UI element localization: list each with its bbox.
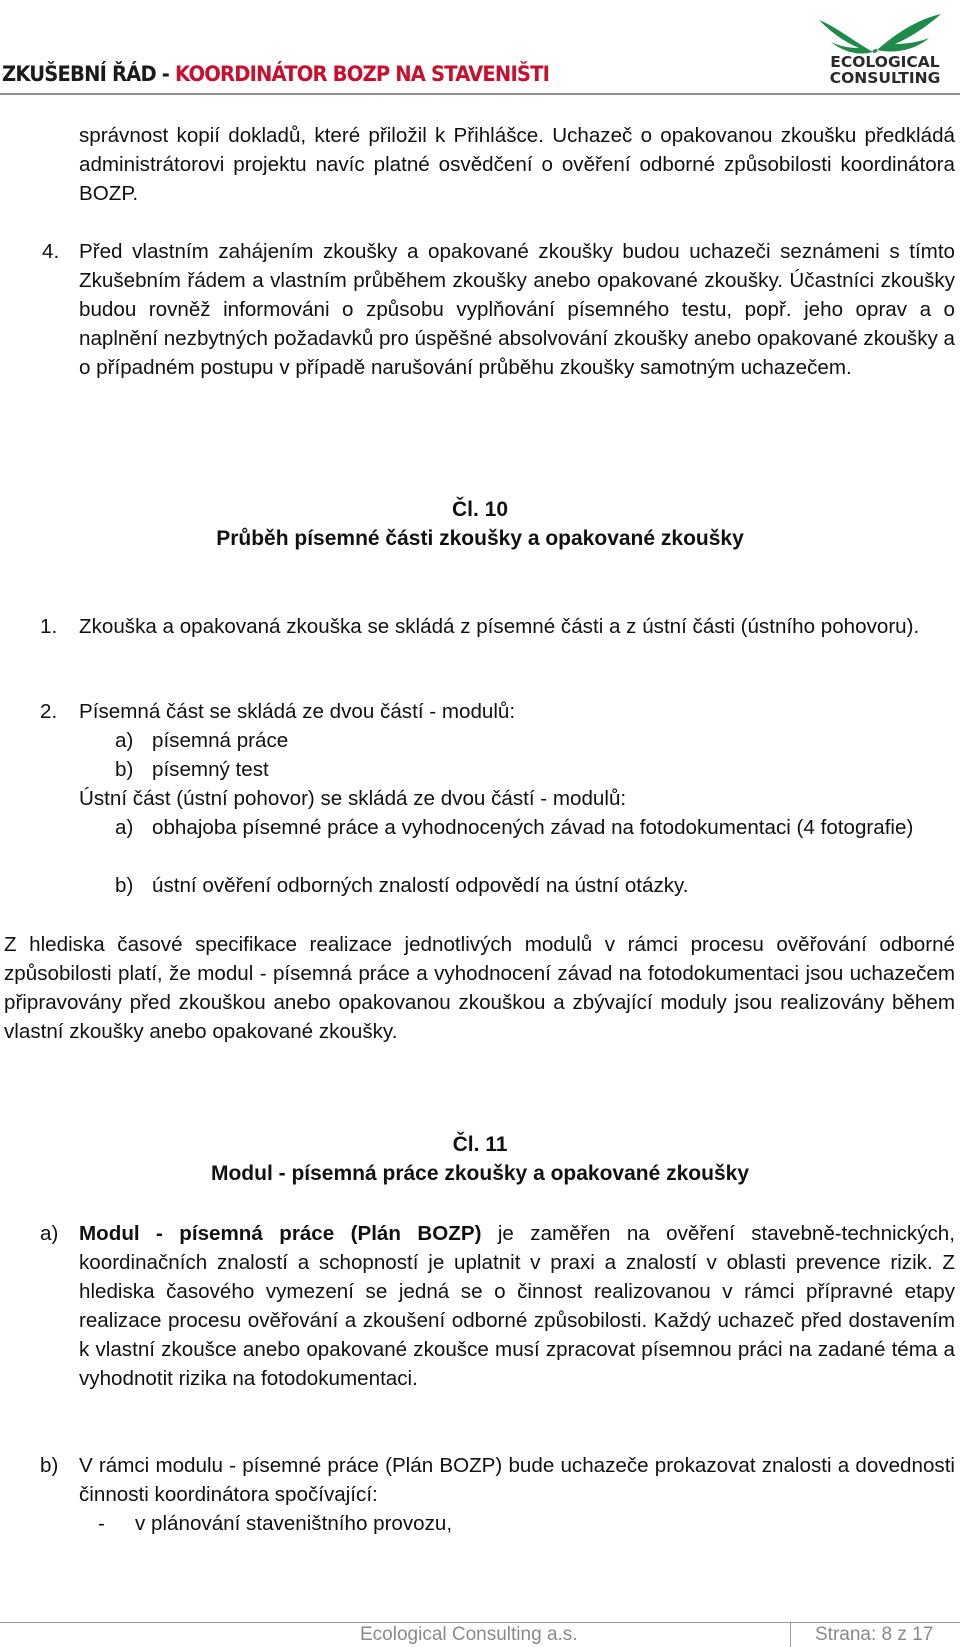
item-4-number: 4. <box>42 240 60 263</box>
header-divider <box>0 93 960 95</box>
oral-module-a-label: a) <box>115 816 134 839</box>
art10-item-2-number: 2. <box>40 700 58 723</box>
logo-text-line2: CONSULTING <box>829 69 941 87</box>
dash-bullet: - <box>98 1512 105 1535</box>
art11-item-a-body: je zaměřen na ověření stavebně-technických, koordinačních znalostí a schopností je uplatnit v praxi a znalostí v oblasti prevence rizik. Z hlediska časového vymezení se jedná se o činnost realizovanou v rámci přípravné etapy realizace procesu ověřování a zkoušení odborné způsobilosti. Každý uchazeč před dostavením k vlastní zkoušce anebo opakované zkoušce musí zpracovat písemnou práci na zadané téma a vyhodnotit rizika na fotodokumentaci. <box>79 1222 955 1390</box>
dash-item-text: v plánování staveništního provozu, <box>135 1512 453 1535</box>
document-header-title <box>2 62 549 86</box>
art10-item-1-text: Zkouška a opakovaná zkouška se skládá z písemné části a z ústní části (ústního pohovoru). <box>79 615 920 638</box>
company-logo <box>815 12 955 90</box>
written-module-a-text: písemná práce <box>152 729 289 752</box>
logo-text-line1: ECOLOGICAL <box>830 53 940 71</box>
art11-item-b-label: b) <box>40 1454 59 1477</box>
art11-item-a-text <box>79 1219 955 1393</box>
art10-item-1-number: 1. <box>40 615 58 638</box>
oral-part-intro: Ústní část (ústní pohovor) se skládá ze dvou částí - modulů: <box>79 787 627 810</box>
article-10-title: Průběh písemné části zkoušky a opakované zkoušky <box>216 527 744 550</box>
art10-item-2-text: Písemná část se skládá ze dvou částí - modulů: <box>79 700 516 723</box>
footer-company: Ecological Consulting a.s. <box>360 1624 578 1645</box>
article-10-number: Čl. 10 <box>451 498 509 521</box>
written-module-a-label: a) <box>115 729 134 752</box>
art11-item-a-bold: Modul - písemná práce (Plán BOZP) <box>79 1222 482 1245</box>
footer-separator <box>790 1622 791 1647</box>
oral-module-a-text: obhajoba písemné práce a vyhodnocených závad na fotodokumentaci (4 fotografie) <box>152 816 914 839</box>
intro-paragraph: správnost kopií dokladů, které přiložil k Přihlášce. Uchazeč o opakovanou zkoušku předkládá administrátorovi projektu navíc platné osvědčení o ověření odborné způsobilosti koordinátora BOZP. <box>79 124 955 205</box>
oral-module-b-label: b) <box>115 874 134 897</box>
written-module-b-text: písemný test <box>152 758 269 781</box>
item-4-text: Před vlastním zahájením zkoušky a opakované zkoušky budou uchazeči seznámeni s tímto Zkušebním řádem a vlastním průběhem zkoušky anebo opakované zkoušky. Účastníci zkoušky budou rovněž informováni o způsobu vyplňování písemného testu, popř. jeho oprav a o naplnění nezbytných požadavků pro úspěšné absolvování zkoušky anebo opakované zkoušky a o případném postupu v případě narušování průběhu zkoušky samotným uchazečem. <box>79 240 955 379</box>
art11-item-a-label: a) <box>40 1222 59 1245</box>
oral-module-b-text: ústní ověření odborných znalostí odpovědí na ústní otázky. <box>152 874 689 897</box>
footer-page-number: Strana: 8 z 17 <box>815 1624 934 1645</box>
article-11-title: Modul - písemná práce zkoušky a opakované zkoušky <box>210 1162 749 1185</box>
art11-item-b-text: V rámci modulu - písemné práce (Plán BOZP) bude uchazeče prokazovat znalosti a dovednosti činnosti koordinátora spočívající: <box>79 1454 955 1506</box>
butterfly-logo-icon <box>815 12 955 56</box>
module-timing-paragraph: Z hlediska časové specifikace realizace jednotlivých modulů v rámci procesu ověřování odborné způsobilosti platí, že modul - písemná práce a vyhodnocení závad na fotodokumentaci jsou uchazečem připravovány před zkouškou anebo opakovanou zkouškou a zbývající moduly jsou realizovány během vlastní zkoušky anebo opakované zkoušky. <box>4 933 955 1043</box>
written-module-b-label: b) <box>115 758 134 781</box>
footer-divider <box>0 1622 960 1623</box>
header-title-accent: KOORDINÁTOR BOZP NA STAVENIŠTI <box>175 62 550 86</box>
article-11-number: Čl. 11 <box>452 1133 508 1156</box>
header-title-lead: ZKUŠEBNÍ ŘÁD - <box>2 62 176 86</box>
